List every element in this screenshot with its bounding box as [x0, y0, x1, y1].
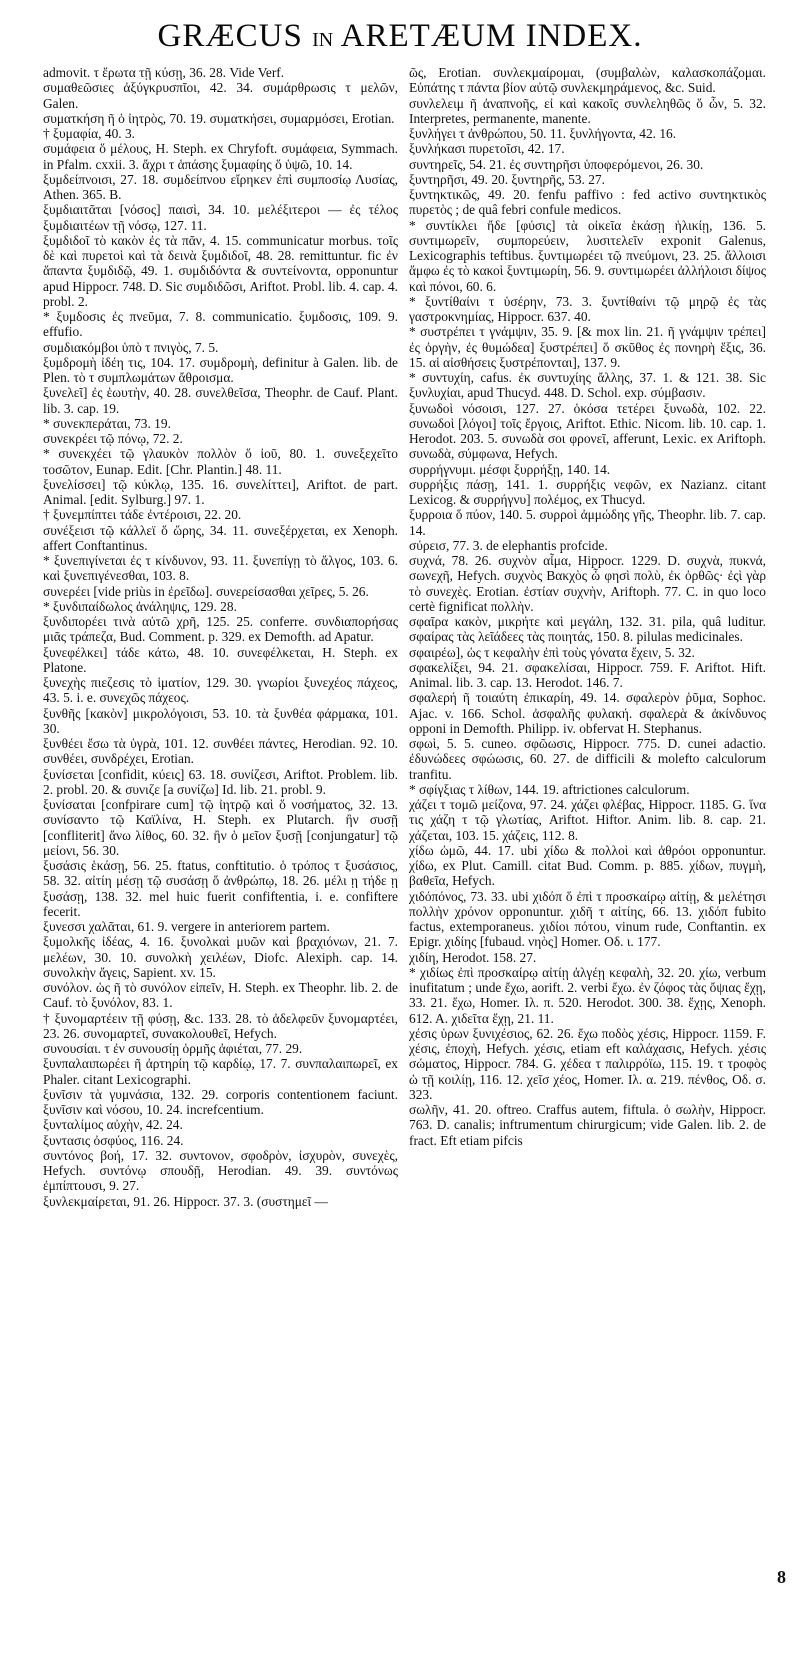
index-entry: ξυνθέει ἔσω τὰ ὑγρὰ, 101. 12. συνθέει πάντες, Herodian. 92. 10. συνθέει, συνδρέχει, Erotian.: [43, 736, 398, 767]
index-entry: χίδω ὠμῶ, 44. 17. ubi χίδω & πολλοὶ καὶ ἀθρόοι opponuntur. χίδω, ex Plut. Camill. citat Bud. Comm. p. 885. χίδων, πυγμὴ, βαθεῖα, Hefych.: [409, 842, 766, 889]
index-entry: σφαιρέω], ὡς τ κεφαλὴν ἐπὶ τοὺς γόνατα ἔχειν, 5. 32.: [409, 644, 695, 660]
index-entry: ξυνίσεται [confidit, κύεις] 63. 18. συνίζεσι, Ariftot. Problem. lib. 2. probl. 20. & συνιζε [a συνίζω] Id. lib. 21. probl. 9.: [43, 766, 398, 797]
index-entry: ξυνθῆς [κακὸν] μικρολόγοισι, 53. 10. τὰ ξυνθέα φάρμακα, 101. 30.: [43, 705, 398, 736]
index-entry: ξυνίσαται [confpirare cum] τῷ ἰητρῷ καὶ ὅ νοσήματος, 32. 13. συνίσαντο τῷ Καϊλίνα, H. Steph. ex Plutarch. ἢν συσῇ [confliterit] ἄνω λίθος, 60. 32. ἢν ὁ μεῖον ξυσῇ [conjungatur] τῷ μείονι, 56. 30.: [43, 797, 398, 858]
index-entry: ξυμδιαιτᾶται [νόσος] παισὶ, 34. 10. μελέξιτεροι — ἐς τέλος ξυμδιαιτέων τῇ νόσῳ, 127. 11.: [43, 202, 398, 233]
header-title-part2: IN: [312, 29, 334, 51]
index-entry: * χιδίως ἐπὶ προσκαίρῳ αἰτίῃ ἀλγέῃ κεφαλὴ, 32. 20. χίω, verbum inufitatum ; unde ἔχω, aorift. 2. verbi ἔχω. ἐν ζόφος τὰς ὄψιας ἔχῃ, 33. 21. ἔχω, Homer. Ιλ. π. 520. Herodot. 300. 38. ἔχῃς, Xenoph. 612. A. χιδεῖτα ἔχῃ, 21. 11.: [409, 964, 766, 1026]
index-entry: * σφίγξιας τ λίθων, 144. 19. aftrictiones calculorum.: [409, 781, 690, 797]
right-column: [409, 65, 766, 1565]
index-entry: ξυνελεῖ] ἐς ἑωυτὴν, 40. 28. συνελθεῖσα, Theophr. de Cauf. Plant. lib. 3. cap. 19.: [43, 385, 398, 416]
index-entry: ξυνλήγει τ ἀνθρώπου, 50. 11. ξυνλήγοντα, 42. 16.: [409, 126, 677, 141]
index-entry: συμαθεῶσιες ἀξύγκρυσπῖοι, 42. 34. συμάρθρωσις τ μελῶν, Galen.: [43, 80, 398, 111]
index-entry: συνέξεισι τῷ κάλλεϊ ὅ ὥρης, 34. 11. συνεξέρχεται, ex Xenoph. affert Conftantinus.: [43, 522, 398, 553]
index-entry: συνερέει [vide priùs in ἐρεῖδω]. συνερείσασθαι χεῖρες, 5. 26.: [43, 583, 369, 599]
index-entry: * συντίκλει ἤδε [φύσις] τὰ οἰκεῖα ἑκάσῃ ἡλικίῃ, 136. 5. συντιμωρεῖν, συμπορεύειν, λυσιτελεῖν exponit Galenus, Lexicographis teftibus. ξυντιμωρέει τῷ πνεύμονι, 23. 25. ἄλλοισι ἄμφω ἐς τὸ κακοὶ ξυντιμωρίη, 56. 9. συντιμωρέει ἀλλήλοισι δίψος καὶ πόνοι, 60. 6.: [409, 217, 766, 294]
index-entry: † ξυμαφία, 40. 3.: [43, 126, 136, 141]
index-entry: ξυνεφέλκει] τάδε κάτω, 48. 10. συνεφέλκεται, H. Steph. ex Platone.: [43, 644, 398, 675]
index-entry: * ξυνδιπαίδωλος ἀνάληψις, 129. 28.: [43, 598, 237, 614]
index-entry: ξυμδιδοῖ τὸ κακὸν ἐς τὰ πᾶν, 4. 15. communicatur morbus. τοῖς δὲ καὶ πυρετοὶ καὶ τὰ δεινὰ ξυμδιδοῖ, 48. 28. remittuntur. fic ἐν ἅπαντα ξυμδιδῷ, 49. 1. συμδιδόντα & συντείνοντα, opponuntur apud Hippocr. 748. D. Sic συμδιδῶσι, Ariftot. Probl. lib. 4. cap. 4. probl. 2.: [43, 232, 398, 309]
index-entry: συνεκρέει τῷ πόνῳ, 72. 2.: [43, 431, 183, 446]
index-entry: * ξυντίθαίνι τ ὑσέρην, 73. 3. ξυντίθαίνι τῷ μηρῷ ἐς τὰς γαστροκνημίας, Hippocr. 637. 40.: [409, 293, 766, 324]
index-entry: ξυνδιπορέει τινὰ αὐτῶ χρῆ, 125. 25. conferre. συνδιαπορήσας μιᾶς τράπεζα, Bud. Comment. p. 329. ex Demofth. ad Apatur.: [43, 614, 398, 645]
index-entry: ξυνῖσιν τὰ γυμνάσια, 132. 29. corporis contentionem faciunt. ξυνῖσιν καὶ νόσου, 10. 24. increfcentium.: [43, 1086, 398, 1117]
index-entry: ξυνεχὴς πιεζεσις τὸ ἱματίον, 129. 30. γνωρίοι ξυνεχέος πάχεος, 43. 5. i. e. συνεχῶς πάχεος.: [43, 675, 398, 706]
index-entry: χιδόπόνος, 73. 33. ubi χιδόπ ὅ ἐπὶ τ προσκαίρῳ αἰτίῃ, & μελέτησι πολλὴν χρόνον opponuntur. χιδῆ τ αἰτίης, 66. 13. χιδόπ fubito factus, extemporaneus. χιδίοι πότου, vinum rude, Conftantin. ex Epigr. χιδίης [fubaud. νηὸς] Homer. Οδ. ι. 177.: [409, 888, 766, 950]
index-entry: χάζει τ τομῶ μείζονα, 97. 24. χάζει φλέβας, Hippocr. 1185. G. ἵνα τις χάζη τ τῷ γλωτίας, Ariftot. Hiftor. Anim. lib. 8. cap. 21. χάζεται, 103. 15. χάζεις, 112. 8.: [409, 797, 766, 843]
index-entry: * ξυμδοσις ἐς πνεῦμα, 7. 8. communicatio. ξυμδοσις, 109. 9. effufio.: [43, 309, 398, 340]
left-column: [43, 65, 398, 1565]
index-entry: σφαλερή ῆ τοιαύτη ἐπικαρίη, 49. 14. σφαλερὸν ῥῦμα, Sophoc. Ajac. v. 166. Schol. ἀσφαλῆς φυλακή. σφαλερὰ & ἀκίνδυνος opponi in Demofth. Philipp. iv. obfervat H. Stephanus.: [409, 690, 766, 736]
index-entry: ξυρροια ὅ πύον, 140. 5. συρροὶ ἀμμώδης γῆς, Theophr. lib. 7. cap. 14.: [409, 507, 766, 538]
index-entry: σφαῖρα κακὸν, μικρήτε καὶ μεγάλη, 132. 31. pila, quâ luditur. σφαίρας τὰς λεῖάδεες τὰς ποιητάς, 150. 8. pilulas medicinales.: [409, 614, 766, 645]
index-entry: ξυμδείπνοισι, 27. 18. συμδείπνου εἴρηκεν ἐπὶ συμποσίῳ Λυσίας, Athen. 365. B.: [43, 171, 398, 202]
index-entry: χέσις ὑρων ξυνιχέσιος, 62. 26. ἔχω ποδὸς χέσις, Hippocr. 1159. F. χέσις, ἐποχὴ, Hefych. χέσις, etiam eft καλάχασις, Hefych. χέσις σώματος, Hippocr. 784. G. χέδεα τ παλιρρόϊω, 115. 19. τ τροφὸς ὡ τῇ κοιλίῃ, 116. 12. χεῖσ χέος, Homer. Ιλ. α. 219. πένθος, Οδ. σ. 323.: [409, 1025, 766, 1102]
index-entry: συρρήγνυμι. μέσφι ξυρρήξῃ, 140. 14.: [409, 461, 611, 477]
index-entry: ξυμολκῆς ἰδέας, 4. 16. ξυνολκαὶ μυῶν καὶ βραχιόνων, 21. 7. μελέων, 30. 10. συνολκὴ χειλέων, Diofc. Alexiph. cap. 14. συνολκὴν ἄγεις, Sapient. xv. 15.: [43, 934, 398, 980]
index-entry: ξυνελίσσει] τῷ κύκλῳ, 135. 16. συνελίττει], Ariftot. de part. Animal. [edit. Sylburg.] 97. 1.: [43, 476, 398, 507]
index-entry: συντόνος βοή, 17. 32. συντονον, σφοδρὸν, ἰσχυρὸν, συνεχὲς, Hefych. συντόνῳ σπουδῇ, Herodian. 49. 39. συντόνως ἐμπίπτουσι, 9. 27.: [43, 1147, 398, 1194]
index-entry: * ξυνεπιγίνεται ἐς τ κίνδυνον, 93. 11. ξυνεπίγῃ τὸ ἄλγος, 103. 6. καὶ ξυνεπιγένεσθαι, 103. 8.: [43, 553, 398, 584]
index-entry: συχνά, 78. 26. συχνὸν αἷμα, Hippocr. 1229. D. συχνὰ, πυκνά, σωνεχῆ, Hefych. συχνὸς Βακχὸς ὦ φησὶ πολὺ, ἐκ ὀρθῶς· ἐςὶ γὰρ τὸ συνεχὲς. Erotian. ἐστίαν συχνὴν, Ariftoph. 77. C. in quo loco certè fignificat πολλὴν.: [409, 553, 766, 614]
index-entry: συνλελειμ ῆ ἀναπνοῆς, εἰ καὶ κακοῖς συνλεληθῶς ὅ ὧν, 5. 32. Interpretes, permanente, manente.: [409, 95, 766, 126]
header-title-part1: GRÆCUS: [157, 18, 303, 54]
index-entry: * συνεκχέει τῷ γλαυκὸν πολλὸν ὅ ἰοῦ, 80. 1. συνεξεχεῖτο τοσῶτον, Eunap. Edit. [Chr. Plantin.] 48. 11.: [43, 446, 398, 477]
page-number: 8: [777, 1567, 786, 1587]
index-entry: σύρεισ, 77. 3. de elephantis profcide.: [409, 537, 608, 553]
index-entry: ξυντηρῆσι, 49. 20. ξυντηρῆς, 53. 27.: [409, 171, 605, 187]
index-entry: συμάφεια ὅ μέλους, H. Steph. ex Chryfoft. συμάφεια, Symmach. in Pfalm. cxxii. 3. ἄχρι τ ἁπάσης ξυμαφίης ὅ ὑψῶ, 10. 14.: [43, 141, 398, 172]
index-entry: ξυνωδοὶ νόσοισι, 127. 27. ὁκόσα τετέρει ξυνωδὰ, 102. 22. συνωδοὶ [λόγοι] τοῖς ἔργοις, Ariftot. Ethic. Nicom. lib. 10. cap. 1. Herodot. 203. 5. συνωδὰ σοι φρονεῖ, afferunt, Lexic. ex Ariftoph. συνωδὰ, σύμφωνα, Hefych.: [409, 400, 766, 462]
index-entry: ξυνπαλαιπωρέει ῆ ἀρτηρίη τῷ καρδίῳ, 17. 7. συνπαλαιπωρεῖ, ex Phaler. citant Lexicographi.: [43, 1056, 398, 1087]
index-entry: * συντυχίη, cafus. ἐκ συντυχίης ἄλλης, 37. 1. & 121. 38. Sic ξυνλυχίαι, apud Thucyd. 448. D. Schol. exp. σύμβασιν.: [409, 370, 766, 401]
index-entry: ξυσάσις ἑκάσῃ, 56. 25. ftatus, conftitutio. ὁ τρόπος τ ξυσάσιος, 58. 32. αἰτίη μέσῃ τῷ συσάσῃ ὅ ἀνθρώπῳ, 18. 26. μέλι ῃ τήδε ῃ ξυσάσῃ, 138. 32. mel huic fuerit confiftentia, i. e. confiftere fecerit.: [43, 858, 398, 919]
index-entry: * συνεκπεράται, 73. 19.: [43, 415, 171, 431]
index-entry: ξυντασις ὀσφύος, 116. 24.: [43, 1132, 184, 1148]
index-entry: ξυντηκτικῶς, 49. 20. fenfu paffivo : fed activo συντηκτικὸς πυρετὸς ; de quâ febri confule medicos.: [409, 187, 766, 218]
index-entry: συντηρεῖς, 54. 21. ἐς συντηρῆσι ὑποφερόμενοι, 26. 30.: [409, 156, 704, 172]
index-entry: σωλῆν, 41. 20. oftreo. Craffus autem, fiftula. ὁ σωλὴν, Hippocr. 763. D. canalis; inftrumentum chirurgicum; vide Galen. lib. 2. de fract. Eft etiam pifcis: [409, 1102, 766, 1148]
index-entry: ξυνλεκμαίρεται, 91. 26. Hippocr. 37. 3. (συστημεῖ —: [43, 1193, 328, 1209]
index-entry: σφακελίξει, 94. 21. σφακελίσαι, Hippocr. 759. F. Ariftot. Hift. Animal. lib. 3. cap. 13. Herodot. 146. 7.: [409, 659, 766, 690]
index-entry: σφωὶ, 5. 5. cuneo. σφῶωσις, Hippocr. 775. D. cunei adactio. ἐδυνώδεες σφώωσις, 60. 27. de difficili & molefto calculorum tranfitu.: [409, 736, 766, 782]
index-entry: χιδίη, Herodot. 158. 27.: [409, 949, 537, 965]
index-entry: συμδιακόμβοι ὑπὸ τ πνιγὸς, 7. 5.: [43, 339, 219, 355]
page-header: [0, 18, 800, 58]
index-entry: † ξυνομαρτέειν τῇ φύσῃ, &c. 133. 28. τὸ ἀδελφεῦν ξυνομαρτέει, 23. 26. συνομαρτεῖ, συνακολουθεῖ, Hefych.: [43, 1010, 398, 1041]
index-entry: συρρήξις πάσῃ, 141. 1. συρρήξις νεφῶν, ex Nazianz. citant Lexicog. & συρρήγνυ] πολέμος, ex Thucyd.: [409, 476, 766, 507]
index-entry: συνόλον. ὡς ῆ τὸ συνόλον εἰπεῖν, H. Steph. ex Theophr. lib. 2. de Cauf. τὸ ξυνόλον, 83. 1.: [43, 980, 398, 1011]
index-entry: * συστρέπει τ γνάμψιν, 35. 9. [& mox lin. 21. ῆ γνάμψιν τρέπει] ἐς ὀργὴν, ἐς θυμώδεα] ξυστρέπει] ὅ σκῦθος ἐς πονηρὴ ἕξις, 36. 15. αἱ αἰσθήσεις ξυστρέπονται], 137. 9.: [409, 324, 766, 370]
index-entry: συματκήση ῆ ὁ ἰητρὸς, 70. 19. συματκήσει, συμαρμόσει, Erotian.: [43, 110, 395, 126]
index-entry: ῶς, Erotian. συνλεκμαίρομαι, (συμβαλὼν, καλασκοπάζομαι. Εὐπάτης τ πάντα βίον αὐτῷ συνλεκμηράμενος, &c. Suid.: [409, 65, 766, 96]
index-entry: admovit. τ ἔρωτα τῇ κύσῃ, 36. 28. Vide Verf.: [43, 65, 285, 80]
index-entry: ξυμδρομὴ ἰδέη τις, 104. 17. συμδρομὴ, definitur à Galen. lib. de Plen. τὸ τ συμπλωμάτων ἄθροισμα.: [43, 354, 398, 385]
index-entry: ξυνλήκασι πυρετοῖσι, 42. 17.: [409, 141, 565, 157]
index-entry: ξυνεσσι χαλᾶται, 61. 9. vergere in anteriorem partem.: [43, 919, 330, 934]
index-entry: ξυνταλίμος αὐχὴν, 42. 24.: [43, 1117, 183, 1133]
header-title-part3: ARETÆUM INDEX.: [340, 18, 643, 54]
index-entry: συνουσίαι. τ ἐν συνουσίῃ ὁρμῆς ἀφιέται, 77. 29.: [43, 1041, 303, 1056]
index-entry: † ξυνεμπίπτει τάδε ἐντέροισι, 22. 20.: [43, 507, 242, 523]
